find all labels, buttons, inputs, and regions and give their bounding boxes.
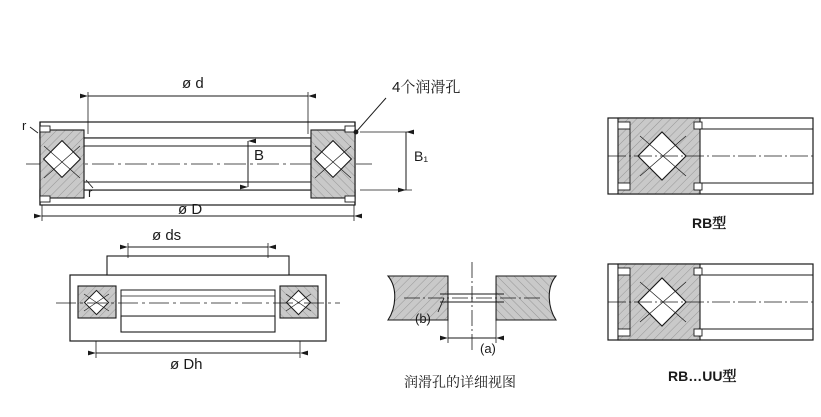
label-phi-ds: ø ds xyxy=(152,227,182,244)
label-phi-Dh: ø Dh xyxy=(170,356,203,373)
label-detail-a: (a) xyxy=(480,341,496,356)
mount-roller-left xyxy=(78,286,116,318)
label-phi-D: ø D xyxy=(178,201,203,218)
rb-type-view xyxy=(608,118,813,194)
caption-lube-hole-detail: 润滑孔的详细视图 xyxy=(404,374,516,390)
lube-hole-detail-view xyxy=(388,262,556,352)
main-section-view xyxy=(26,92,412,221)
dim-r-left xyxy=(30,127,38,133)
label-lube-holes: 4个润滑孔 xyxy=(392,79,461,96)
label-B: B xyxy=(254,147,265,164)
caption-rb-uu-type: RB…UU型 xyxy=(668,368,737,384)
caption-rb-type: RB型 xyxy=(692,215,727,231)
lube-hole-leader xyxy=(354,98,386,134)
mounting-view xyxy=(56,243,340,358)
label-B1: B₁ xyxy=(414,148,429,164)
label-detail-b: (b) xyxy=(415,311,431,326)
mount-roller-right xyxy=(280,286,318,318)
roller-block-right xyxy=(311,126,355,202)
rb-uu-type-view xyxy=(608,264,813,340)
label-phi-d: ø d xyxy=(182,75,204,92)
label-r-left: r xyxy=(22,118,27,133)
dim-B1 xyxy=(360,132,412,190)
label-r-inner: r xyxy=(88,185,93,200)
roller-block-left xyxy=(40,126,84,202)
